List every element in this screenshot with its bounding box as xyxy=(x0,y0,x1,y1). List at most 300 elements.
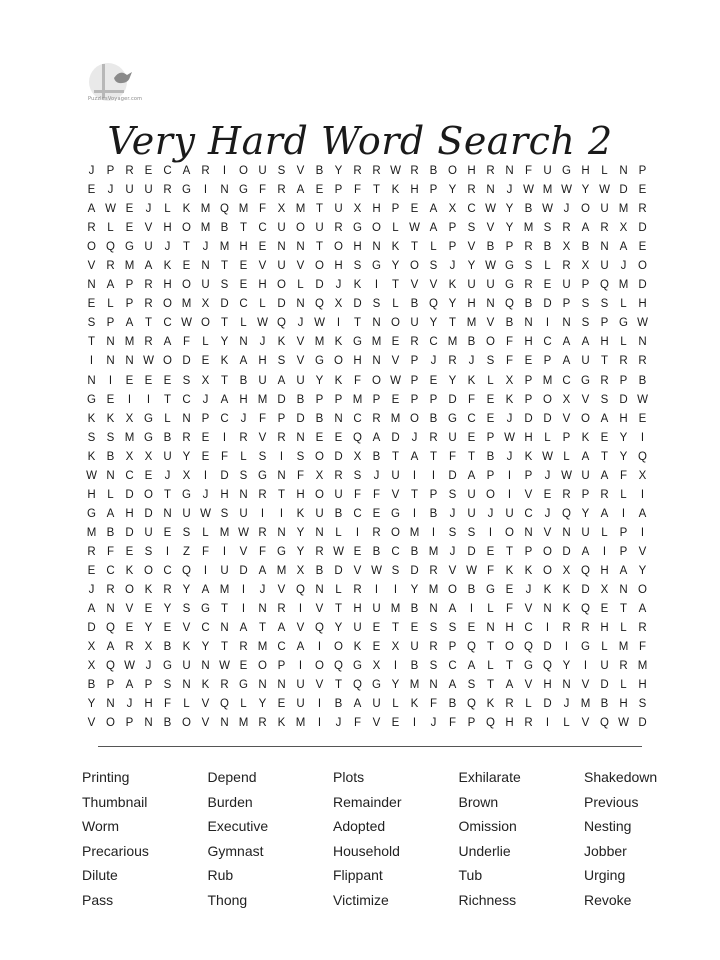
grid-cell: L xyxy=(620,679,627,692)
grid-cell: F xyxy=(448,450,457,463)
grid-cell: Y xyxy=(581,507,590,520)
grid-cell: L xyxy=(297,279,304,292)
grid-cell: U xyxy=(144,526,153,539)
grid-cell: V xyxy=(296,165,305,177)
grid-cell: X xyxy=(448,203,457,216)
grid-cell: E xyxy=(372,507,381,520)
grid-cell: J xyxy=(259,336,266,349)
grid-cell: E xyxy=(467,622,476,635)
grid-cell: W xyxy=(238,526,249,539)
grid-cell: J xyxy=(487,507,494,520)
grid-cell: I xyxy=(203,184,208,197)
grid-cell: A xyxy=(239,355,248,368)
grid-cell: U xyxy=(372,603,381,616)
grid-cell: Q xyxy=(543,660,552,673)
grid-cell: R xyxy=(562,488,571,501)
grid-cell: F xyxy=(486,564,495,577)
grid-cell: E xyxy=(315,184,324,197)
grid-cell: R xyxy=(429,641,438,654)
grid-cell: U xyxy=(581,355,590,368)
grid-cell: N xyxy=(543,603,552,616)
grid-cell: A xyxy=(600,469,609,482)
grid-cell: Q xyxy=(106,241,115,254)
grid-cell: A xyxy=(106,641,115,654)
grid-cell: M xyxy=(200,203,211,216)
grid-cell: L xyxy=(392,698,399,711)
grid-cell: T xyxy=(144,317,153,330)
grid-cell: V xyxy=(353,564,362,577)
grid-cell: D xyxy=(391,431,400,444)
grid-cell: B xyxy=(448,698,457,711)
grid-cell: H xyxy=(239,241,248,254)
grid-cell: F xyxy=(372,488,381,501)
grid-cell: A xyxy=(619,564,628,577)
grid-cell: B xyxy=(429,165,438,177)
grid-cell: A xyxy=(581,222,590,235)
grid-cell: R xyxy=(144,279,153,292)
grid-cell: T xyxy=(448,317,457,330)
grid-cell: O xyxy=(87,241,96,254)
grid-cell: H xyxy=(505,622,514,635)
grid-cell: Q xyxy=(277,317,286,330)
grid-cell: H xyxy=(353,603,362,616)
grid-cell: A xyxy=(429,222,438,235)
grid-cell: C xyxy=(524,507,533,520)
grid-cell: A xyxy=(562,336,571,349)
grid-cell: U xyxy=(220,564,229,577)
grid-cell: I xyxy=(336,317,341,330)
grid-cell: P xyxy=(334,393,343,406)
word-list-item: Burden xyxy=(207,793,253,810)
grid-cell: W xyxy=(390,374,401,387)
grid-cell: N xyxy=(125,355,134,368)
grid-cell: I xyxy=(260,507,265,520)
grid-cell: E xyxy=(638,412,647,425)
grid-cell: P xyxy=(372,393,381,406)
grid-cell: G xyxy=(353,660,362,673)
grid-cell: L xyxy=(107,488,114,501)
grid-cell: P xyxy=(581,488,590,501)
grid-cell: V xyxy=(296,260,305,273)
grid-cell: L xyxy=(107,222,114,235)
grid-cell: Q xyxy=(562,507,571,520)
grid-cell: T xyxy=(277,488,286,501)
grid-cell: S xyxy=(277,355,286,368)
grid-cell: K xyxy=(353,641,362,654)
grid-cell: K xyxy=(277,336,286,349)
grid-cell: B xyxy=(581,241,590,254)
grid-cell: N xyxy=(239,336,248,349)
grid-cell: D xyxy=(581,584,590,597)
grid-cell: Q xyxy=(524,641,533,654)
grid-cell: Q xyxy=(353,431,362,444)
grid-cell: R xyxy=(258,526,267,539)
grid-cell: N xyxy=(163,507,172,520)
grid-cell: G xyxy=(258,469,267,482)
grid-cell: W xyxy=(542,203,553,216)
grid-cell: L xyxy=(335,526,342,539)
grid-cell: X xyxy=(372,660,381,673)
grid-cell: N xyxy=(87,279,96,292)
grid-cell: N xyxy=(296,241,305,254)
grid-cell: Y xyxy=(410,584,419,597)
grid-cell: Q xyxy=(467,698,476,711)
grid-cell: A xyxy=(429,203,438,216)
grid-cell: S xyxy=(600,298,609,311)
grid-cell: I xyxy=(640,431,645,444)
grid-cell: W xyxy=(561,469,572,482)
grid-cell: R xyxy=(106,584,115,597)
grid-cell: S xyxy=(372,298,381,311)
grid-cell: D xyxy=(239,564,248,577)
grid-cell: H xyxy=(600,336,609,349)
grid-cell: M xyxy=(580,698,591,711)
grid-cell: T xyxy=(220,603,229,616)
grid-cell: O xyxy=(543,564,552,577)
grid-cell: V xyxy=(258,260,267,273)
grid-cell: T xyxy=(505,545,514,558)
grid-cell: Q xyxy=(581,603,590,616)
grid-cell: S xyxy=(429,260,438,273)
grid-cell: O xyxy=(277,279,286,292)
grid-cell: E xyxy=(391,336,400,349)
grid-cell: E xyxy=(486,412,495,425)
grid-cell: R xyxy=(144,336,153,349)
grid-cell: V xyxy=(524,488,533,501)
grid-cell: A xyxy=(467,660,476,673)
grid-cell: A xyxy=(277,374,286,387)
grid-cell: N xyxy=(277,241,286,254)
grid-cell: T xyxy=(87,336,96,349)
grid-cell: R xyxy=(277,431,286,444)
grid-cell: S xyxy=(296,450,305,463)
grid-cell: V xyxy=(524,679,533,692)
grid-cell: O xyxy=(315,660,324,673)
grid-cell: S xyxy=(467,679,476,692)
grid-cell: I xyxy=(241,603,246,616)
grid-cell: R xyxy=(372,412,381,425)
grid-cell: P xyxy=(410,355,419,368)
grid-cell: V xyxy=(239,545,248,558)
grid-cell: T xyxy=(334,603,343,616)
grid-cell: N xyxy=(429,679,438,692)
grid-cell: R xyxy=(524,717,533,730)
grid-cell: D xyxy=(125,526,134,539)
grid-cell: H xyxy=(144,698,153,711)
grid-cell: J xyxy=(88,584,95,597)
grid-cell: V xyxy=(182,622,191,635)
grid-cell: K xyxy=(353,279,362,292)
grid-cell: V xyxy=(581,679,590,692)
grid-cell: T xyxy=(239,222,248,235)
grid-cell: K xyxy=(410,698,419,711)
grid-cell: Y xyxy=(201,641,210,654)
grid-cell: R xyxy=(638,355,647,368)
grid-cell: M xyxy=(409,679,420,692)
grid-cell: M xyxy=(181,298,192,311)
grid-cell: R xyxy=(220,679,229,692)
grid-cell: V xyxy=(144,222,153,235)
grid-cell: S xyxy=(429,660,438,673)
grid-cell: A xyxy=(144,260,153,273)
grid-cell: E xyxy=(144,469,153,482)
grid-cell: J xyxy=(297,317,304,330)
grid-cell: L xyxy=(620,622,627,635)
grid-cell: K xyxy=(334,374,343,387)
grid-cell: H xyxy=(619,698,628,711)
grid-cell: X xyxy=(334,298,343,311)
grid-cell: O xyxy=(391,317,400,330)
grid-cell: A xyxy=(505,679,514,692)
grid-cell: K xyxy=(505,393,514,406)
grid-cell: B xyxy=(106,450,115,463)
grid-cell: E xyxy=(258,241,267,254)
grid-cell: S xyxy=(277,165,286,177)
grid-cell: U xyxy=(296,679,305,692)
grid-cell: I xyxy=(469,603,474,616)
grid-cell: H xyxy=(505,717,514,730)
grid-cell: P xyxy=(201,412,210,425)
grid-cell: F xyxy=(505,336,514,349)
grid-cell: H xyxy=(581,165,590,177)
grid-cell: D xyxy=(353,298,362,311)
grid-cell: X xyxy=(562,241,571,254)
grid-cell: E xyxy=(277,698,286,711)
grid-cell: Q xyxy=(315,298,324,311)
grid-cell: S xyxy=(524,260,533,273)
word-list-item: Thumbnail xyxy=(82,793,148,810)
grid-cell: E xyxy=(163,622,172,635)
grid-cell: K xyxy=(277,717,286,730)
grid-cell: M xyxy=(238,717,249,730)
grid-cell: K xyxy=(486,698,495,711)
grid-cell: A xyxy=(220,393,229,406)
grid-cell: H xyxy=(163,222,172,235)
grid-cell: S xyxy=(239,469,248,482)
grid-cell: L xyxy=(202,336,209,349)
grid-cell: E xyxy=(315,431,324,444)
grid-cell: U xyxy=(372,698,381,711)
grid-cell: F xyxy=(505,603,514,616)
grid-cell: N xyxy=(106,355,115,368)
grid-cell: M xyxy=(618,279,629,292)
grid-cell: N xyxy=(524,526,533,539)
grid-cell: U xyxy=(144,184,153,197)
grid-cell: N xyxy=(106,336,115,349)
grid-cell: C xyxy=(391,545,400,558)
grid-cell: Q xyxy=(467,641,476,654)
grid-cell: J xyxy=(430,355,437,368)
grid-cell: P xyxy=(391,203,400,216)
grid-cell: F xyxy=(258,203,267,216)
grid-cell: T xyxy=(505,660,514,673)
grid-cell: W xyxy=(637,317,648,330)
grid-cell: G xyxy=(182,488,191,501)
grid-cell: H xyxy=(410,184,419,197)
grid-cell: V xyxy=(391,355,400,368)
grid-cell: F xyxy=(258,412,267,425)
grid-cell: O xyxy=(315,260,324,273)
grid-cell: E xyxy=(144,374,153,387)
grid-cell: W xyxy=(314,317,325,330)
grid-cell: I xyxy=(640,526,645,539)
grid-cell: P xyxy=(486,469,495,482)
grid-cell: I xyxy=(146,393,151,406)
grid-cell: E xyxy=(125,545,134,558)
grid-cell: R xyxy=(87,545,96,558)
grid-cell: K xyxy=(334,336,343,349)
grid-cell: L xyxy=(620,336,627,349)
grid-cell: N xyxy=(486,622,495,635)
grid-cell: U xyxy=(562,279,571,292)
grid-cell: N xyxy=(296,431,305,444)
grid-cell: W xyxy=(523,184,534,197)
grid-cell: X xyxy=(201,298,210,311)
grid-cell: P xyxy=(429,488,438,501)
grid-cell: I xyxy=(241,584,246,597)
grid-cell: V xyxy=(581,393,590,406)
grid-cell: E xyxy=(163,374,172,387)
grid-cell: B xyxy=(429,412,438,425)
grid-cell: K xyxy=(524,450,533,463)
grid-cell: O xyxy=(144,488,153,501)
grid-cell: P xyxy=(125,298,134,311)
grid-cell: P xyxy=(334,184,343,197)
grid-cell: U xyxy=(315,507,324,520)
grid-cell: M xyxy=(352,393,363,406)
grid-cell: S xyxy=(144,545,153,558)
grid-cell: E xyxy=(543,279,552,292)
grid-cell: H xyxy=(467,165,476,177)
grid-cell: E xyxy=(87,184,96,197)
grid-cell: C xyxy=(220,412,229,425)
grid-cell: U xyxy=(239,507,248,520)
grid-cell: Y xyxy=(581,184,590,197)
grid-cell: R xyxy=(106,260,115,273)
grid-cell: S xyxy=(467,222,476,235)
grid-cell: P xyxy=(524,393,533,406)
letter-grid xyxy=(82,162,652,733)
grid-cell: O xyxy=(505,641,514,654)
grid-cell: V xyxy=(87,260,96,273)
grid-cell: R xyxy=(87,222,96,235)
grid-cell: W xyxy=(542,450,553,463)
grid-cell: S xyxy=(163,679,172,692)
grid-cell: G xyxy=(372,260,381,273)
grid-cell: U xyxy=(296,698,305,711)
grid-cell: E xyxy=(125,374,134,387)
grid-cell: P xyxy=(448,241,457,254)
grid-cell: R xyxy=(600,374,609,387)
grid-cell: P xyxy=(429,393,438,406)
grid-cell: R xyxy=(353,165,362,177)
grid-cell: I xyxy=(602,545,607,558)
grid-cell: A xyxy=(638,507,647,520)
grid-cell: B xyxy=(638,374,647,387)
grid-cell: V xyxy=(562,412,571,425)
word-list-item: Depend xyxy=(207,769,257,785)
grid-cell: I xyxy=(545,622,550,635)
grid-cell: Q xyxy=(220,698,229,711)
grid-cell: M xyxy=(124,336,135,349)
grid-cell: D xyxy=(638,222,647,235)
grid-cell: O xyxy=(448,584,457,597)
grid-cell: B xyxy=(87,679,96,692)
grid-cell: D xyxy=(144,507,153,520)
grid-cell: N xyxy=(258,603,267,616)
grid-cell: C xyxy=(125,469,134,482)
grid-cell: M xyxy=(257,641,268,654)
grid-cell: P xyxy=(448,222,457,235)
grid-cell: L xyxy=(392,298,399,311)
grid-cell: R xyxy=(600,222,609,235)
grid-cell: R xyxy=(125,165,134,177)
grid-cell: O xyxy=(334,241,343,254)
grid-cell: C xyxy=(524,622,533,635)
grid-cell: E xyxy=(638,241,647,254)
word-list-item: Thong xyxy=(207,891,248,908)
grid-cell: E xyxy=(239,279,248,292)
grid-cell: D xyxy=(543,298,552,311)
grid-cell: G xyxy=(505,279,514,292)
grid-cell: L xyxy=(259,298,266,311)
word-list-item: Remainder xyxy=(333,793,402,810)
grid-cell: A xyxy=(638,603,647,616)
grid-cell: B xyxy=(163,641,172,654)
grid-cell: X xyxy=(638,469,647,482)
grid-cell: Q xyxy=(296,584,305,597)
grid-cell: D xyxy=(277,393,286,406)
grid-cell: E xyxy=(410,203,419,216)
grid-cell: J xyxy=(506,184,513,197)
grid-cell: I xyxy=(279,507,284,520)
word-list-item: Shakedown xyxy=(584,769,658,785)
grid-cell: C xyxy=(448,660,457,673)
grid-cell: P xyxy=(106,679,115,692)
grid-cell: I xyxy=(108,374,113,387)
grid-cell: N xyxy=(486,184,495,197)
grid-cell: L xyxy=(430,241,437,254)
grid-cell: Y xyxy=(562,660,571,673)
grid-cell: O xyxy=(163,355,172,368)
grid-cell: W xyxy=(124,660,135,673)
grid-cell: M xyxy=(409,526,420,539)
grid-cell: D xyxy=(277,298,286,311)
grid-cell: X xyxy=(505,374,514,387)
grid-cell: L xyxy=(601,526,608,539)
grid-cell: I xyxy=(507,469,512,482)
grid-cell: R xyxy=(258,488,267,501)
grid-cell: Q xyxy=(353,679,362,692)
grid-cell: I xyxy=(279,450,284,463)
grid-cell: U xyxy=(581,469,590,482)
grid-cell: J xyxy=(506,412,513,425)
grid-cell: F xyxy=(467,393,476,406)
grid-cell: L xyxy=(107,298,114,311)
grid-cell: I xyxy=(222,431,227,444)
grid-cell: U xyxy=(581,526,590,539)
grid-cell: T xyxy=(600,355,609,368)
grid-cell: V xyxy=(391,488,400,501)
grid-cell: M xyxy=(219,526,230,539)
grid-cell: X xyxy=(296,564,305,577)
grid-cell: C xyxy=(467,412,476,425)
grid-cell: S xyxy=(87,431,96,444)
grid-cell: H xyxy=(87,488,96,501)
grid-cell: W xyxy=(409,222,420,235)
grid-cell: Y xyxy=(334,165,343,177)
grid-cell: H xyxy=(619,412,628,425)
